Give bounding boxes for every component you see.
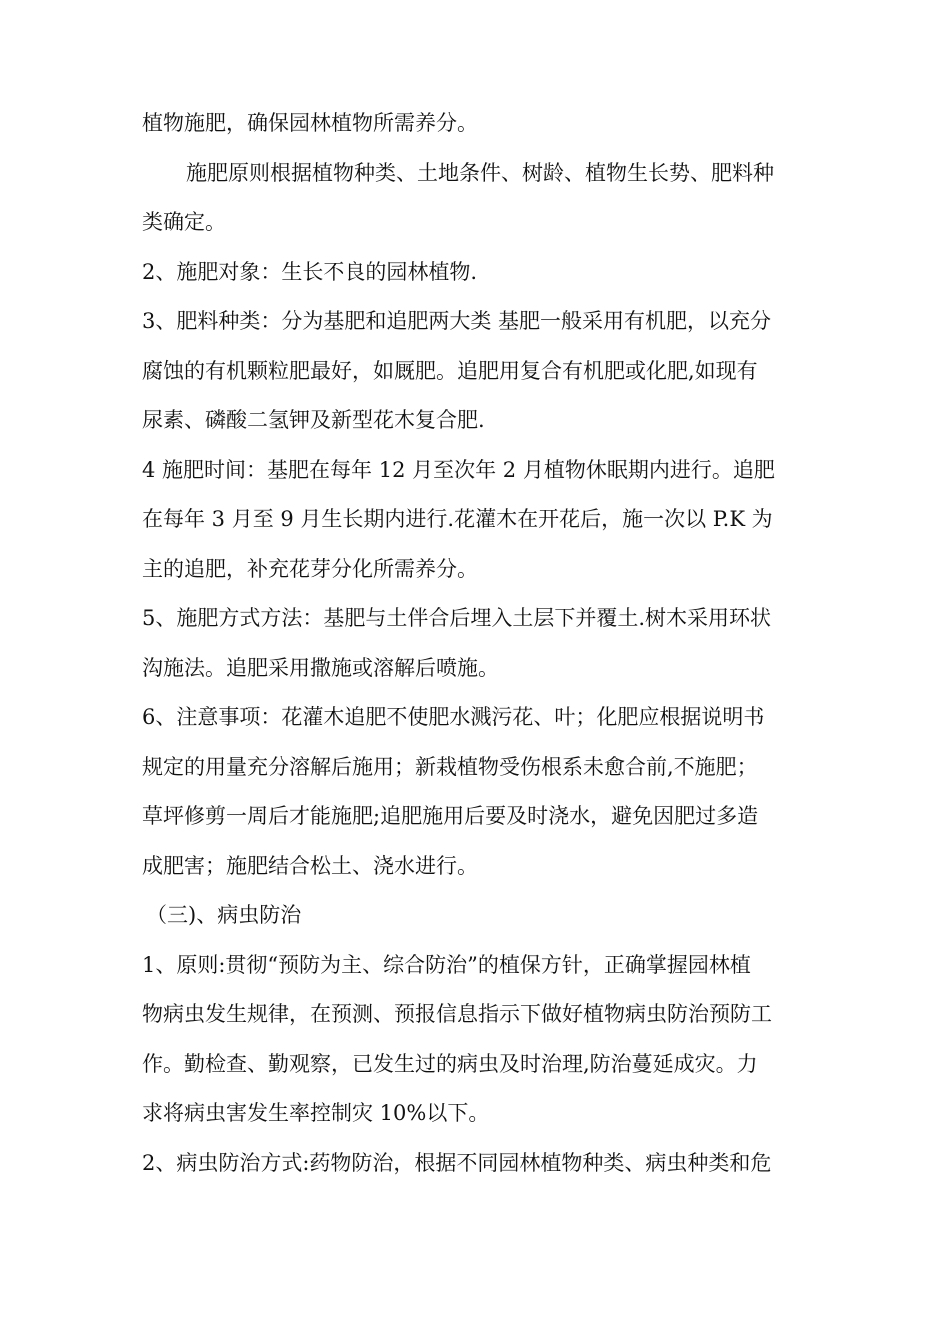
- text-line: 在每年 3 月至 9 月生长期内进行.花灌木在开花后，施一次以 P.K 为: [142, 507, 773, 531]
- item-fertilizing-targets: 2、施肥对象：生长不良的园林植物.: [142, 259, 478, 284]
- text-line: 成肥害；施肥结合松土、浇水进行。: [142, 853, 478, 878]
- item-pest-control-method: 2、病虫防治方式:药物防治，根据不同园林植物种类、病虫种类和危: [142, 1150, 772, 1175]
- text-line: 尿素、磷酸二氢钾及新型花木复合肥.: [142, 408, 485, 432]
- document-body: [142, 99, 822, 1188]
- text-line: 求将病虫害发生率控制灾 10%以下。: [142, 1101, 490, 1125]
- text-line: 物病虫发生规律，在预测、预报信息指示下做好植物病虫防治预防工: [142, 1002, 772, 1026]
- text-line: 规定的用量充分溶解后施用；新栽植物受伤根系未愈合前,不施肥；: [142, 754, 758, 779]
- text-line: 植物施肥，确保园林植物所需养分。: [142, 111, 478, 135]
- item-precautions: 6、注意事项：花灌木追肥不使肥水溅污花、叶；化肥应根据说明书: [142, 705, 765, 729]
- paragraph-first-line: 施肥原则根据植物种类、土地条件、树龄、植物生长势、肥料种: [186, 160, 774, 185]
- text-line: 沟施法。追肥采用撒施或溶解后喷施。: [142, 655, 499, 680]
- section-heading-pest-control: （三)、病虫防治: [146, 903, 302, 927]
- item-fertilizing-time: 4 施肥时间：基肥在每年 12 月至次年 2 月植物休眠期内进行。追肥: [142, 457, 775, 482]
- text-line: 主的追肥，补充花芽分化所需养分。: [142, 556, 478, 581]
- text-line: 腐蚀的有机颗粒肥最好，如厩肥。追肥用复合有机肥或化肥,如现有: [142, 358, 758, 383]
- item-fertilizer-types: 3、肥料种类：分为基肥和追肥两大类 基肥一般采用有机肥，以充分: [142, 309, 772, 333]
- text-line: 草坪修剪一周后才能施肥;追肥施用后要及时浇水，避免因肥过多造: [142, 804, 759, 828]
- text-line: 作。勤检查、勤观察，已发生过的病虫及时治理,防治蔓延成灾。力: [142, 1051, 758, 1076]
- item-principle: 1、原则:贯彻“预防为主、综合防治”的植保方针，正确掌握园林植: [142, 952, 751, 977]
- item-fertilizing-method: 5、施肥方式方法：基肥与土伴合后埋入土层下并覆土.树木采用环状: [142, 606, 772, 630]
- text-line: 类确定。: [142, 210, 226, 234]
